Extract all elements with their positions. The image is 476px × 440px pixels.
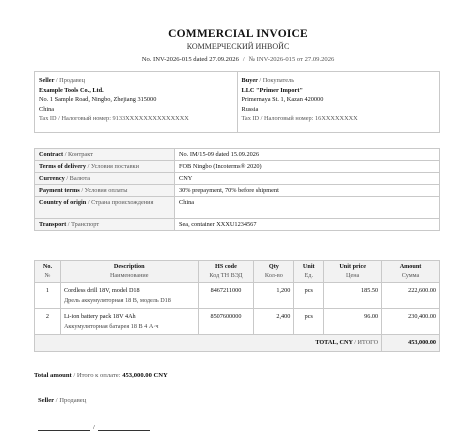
- total-amount-value: 453,000.00 CNY: [122, 372, 168, 379]
- invoice-subtitle: КОММЕРЧЕСКИЙ ИНВОЙС: [186, 42, 290, 51]
- seller-label-ru: / Продавец: [55, 77, 85, 84]
- col-header-unit: Unit Ед.: [294, 261, 324, 283]
- parties-block: [34, 71, 440, 133]
- seller-tax: [39, 114, 233, 124]
- total-label: TOTAL, CNY: [315, 339, 353, 346]
- cell-hs-code: 8467211000: [198, 283, 254, 309]
- buyer-address: Primernaya St. 1, Kazan 420000: [241, 96, 324, 104]
- document-number-line: [0, 56, 476, 63]
- seller-tax-label: Tax ID / Налоговый номер:: [39, 115, 111, 123]
- cell-hs-code: 8507600000: [198, 309, 254, 335]
- terms-key: [35, 149, 175, 161]
- col-header-unit-price: Unit price Цена: [324, 261, 382, 283]
- terms-label: Payment terms: [39, 187, 80, 194]
- col-header-amount: Amount Сумма: [382, 261, 440, 283]
- buyer-party: [237, 72, 440, 132]
- cell-unit-price: 96.00: [324, 309, 382, 335]
- terms-row-payment: [35, 185, 440, 197]
- cell-amount: 230,400.00: [382, 309, 440, 335]
- seller-signature-label: [38, 397, 86, 404]
- terms-key: [35, 185, 175, 197]
- terms-value: Sea, container XXXU1234567: [175, 219, 440, 231]
- cell-no: 1: [35, 283, 61, 309]
- seller-header: [39, 76, 233, 86]
- signature-separator: /: [93, 424, 95, 431]
- buyer-tax-label: Tax ID / Налоговый номер:: [241, 115, 314, 123]
- terms-row-currency: [35, 173, 440, 185]
- doc-number-ru: № INV-2026-015 от 27.09.2026: [248, 56, 335, 63]
- cell-qty: 2,400: [254, 309, 294, 335]
- doc-number-separator: /: [242, 56, 245, 63]
- terms-table: [34, 148, 440, 231]
- seller-address: No. 1 Sample Road, Ningbo, Zhejiang 315000: [39, 96, 157, 104]
- terms-label: Transport: [39, 221, 67, 228]
- buyer-header: [242, 76, 436, 86]
- total-row: [35, 335, 440, 352]
- buyer-tax-id: 16XXXXXXXX: [315, 115, 358, 123]
- terms-row-origin: [35, 197, 440, 219]
- terms-key: [35, 197, 175, 219]
- seller-party: [35, 72, 237, 132]
- cell-no: 2: [35, 309, 61, 335]
- terms-label: Currency: [39, 175, 65, 182]
- signature-blank: [38, 425, 90, 431]
- buyer-name: LLC "Primer Import": [241, 86, 303, 94]
- terms-value: China: [175, 197, 440, 219]
- cell-amount: 222,600.00: [382, 283, 440, 309]
- signature-line: [38, 424, 150, 431]
- terms-label: Contract: [39, 151, 64, 158]
- total-amount-label-ru: / Итого к оплате:: [73, 372, 121, 379]
- terms-key: [35, 219, 175, 231]
- cell-description: Li-ion battery pack 18V 4Ah Аккумуляторная батарея 18 В 4 А·ч: [60, 309, 198, 335]
- terms-value: 30% prepayment, 70% before shipment: [175, 185, 440, 197]
- signature-seller-label-ru: / Продавец: [55, 397, 87, 404]
- terms-label-ru: / Контракт: [64, 151, 93, 158]
- total-label-cell: [35, 335, 382, 352]
- terms-key: [35, 161, 175, 173]
- cell-qty: 1,200: [254, 283, 294, 309]
- items-table: [34, 260, 440, 352]
- terms-value: CNY: [175, 173, 440, 185]
- terms-label-ru: / Валюта: [66, 175, 91, 182]
- terms-value: FOB Ningbo (Incoterms® 2020): [175, 161, 440, 173]
- terms-label-ru: / Страна происхождения: [87, 199, 154, 206]
- seller-country: China: [39, 105, 55, 113]
- col-header-hs-code: HS code Код ТН ВЭД: [198, 261, 254, 283]
- cell-unit-price: 185.50: [324, 283, 382, 309]
- signature-seller-label: Seller: [38, 397, 55, 404]
- terms-row-transport: [35, 219, 440, 231]
- cell-unit: pcs: [294, 309, 324, 335]
- terms-row-delivery: [35, 161, 440, 173]
- total-label-ru: / ИТОГО: [354, 339, 379, 346]
- cell-description: Cordless drill 18V, model D18 Дрель аккумуляторная 18 В, модель D18: [60, 283, 198, 309]
- col-header-description: Description Наименование: [60, 261, 198, 283]
- seller-label: Seller: [39, 77, 55, 84]
- total-amount-label: Total amount: [34, 372, 72, 379]
- terms-row-contract: [35, 149, 440, 161]
- doc-number-en: No. INV-2026-015 dated 27.09.2026: [141, 56, 239, 63]
- invoice-title: COMMERCIAL INVOICE: [168, 28, 308, 40]
- col-header-qty: Qty Кол-во: [254, 261, 294, 283]
- table-row: [35, 283, 440, 309]
- terms-key: [35, 173, 175, 185]
- terms-value: No. IM/15-09 dated 15.09.2026: [175, 149, 440, 161]
- terms-label-ru: / Условия поставки: [87, 163, 139, 170]
- buyer-tax: [242, 114, 436, 124]
- seller-tax-id: 9133XXXXXXXXXXXXXX: [112, 115, 189, 123]
- items-header-row: [35, 261, 440, 283]
- name-blank: [98, 425, 150, 431]
- col-header-no: No. №: [35, 261, 61, 283]
- seller-name: Example Tools Co., Ltd.: [39, 86, 104, 94]
- cell-unit: pcs: [294, 283, 324, 309]
- terms-label-ru: / Транспорт: [67, 221, 100, 228]
- buyer-country: Russia: [241, 105, 259, 113]
- table-row: [35, 309, 440, 335]
- terms-label: Terms of delivery: [39, 163, 86, 170]
- buyer-label: Buyer: [241, 77, 258, 84]
- terms-label: Country of origin: [39, 199, 87, 206]
- terms-label-ru: / Условия оплаты: [81, 187, 128, 194]
- total-value: 453,000.00: [382, 335, 440, 352]
- total-amount-line: [34, 372, 168, 379]
- buyer-label-ru: / Покупатель: [259, 77, 295, 84]
